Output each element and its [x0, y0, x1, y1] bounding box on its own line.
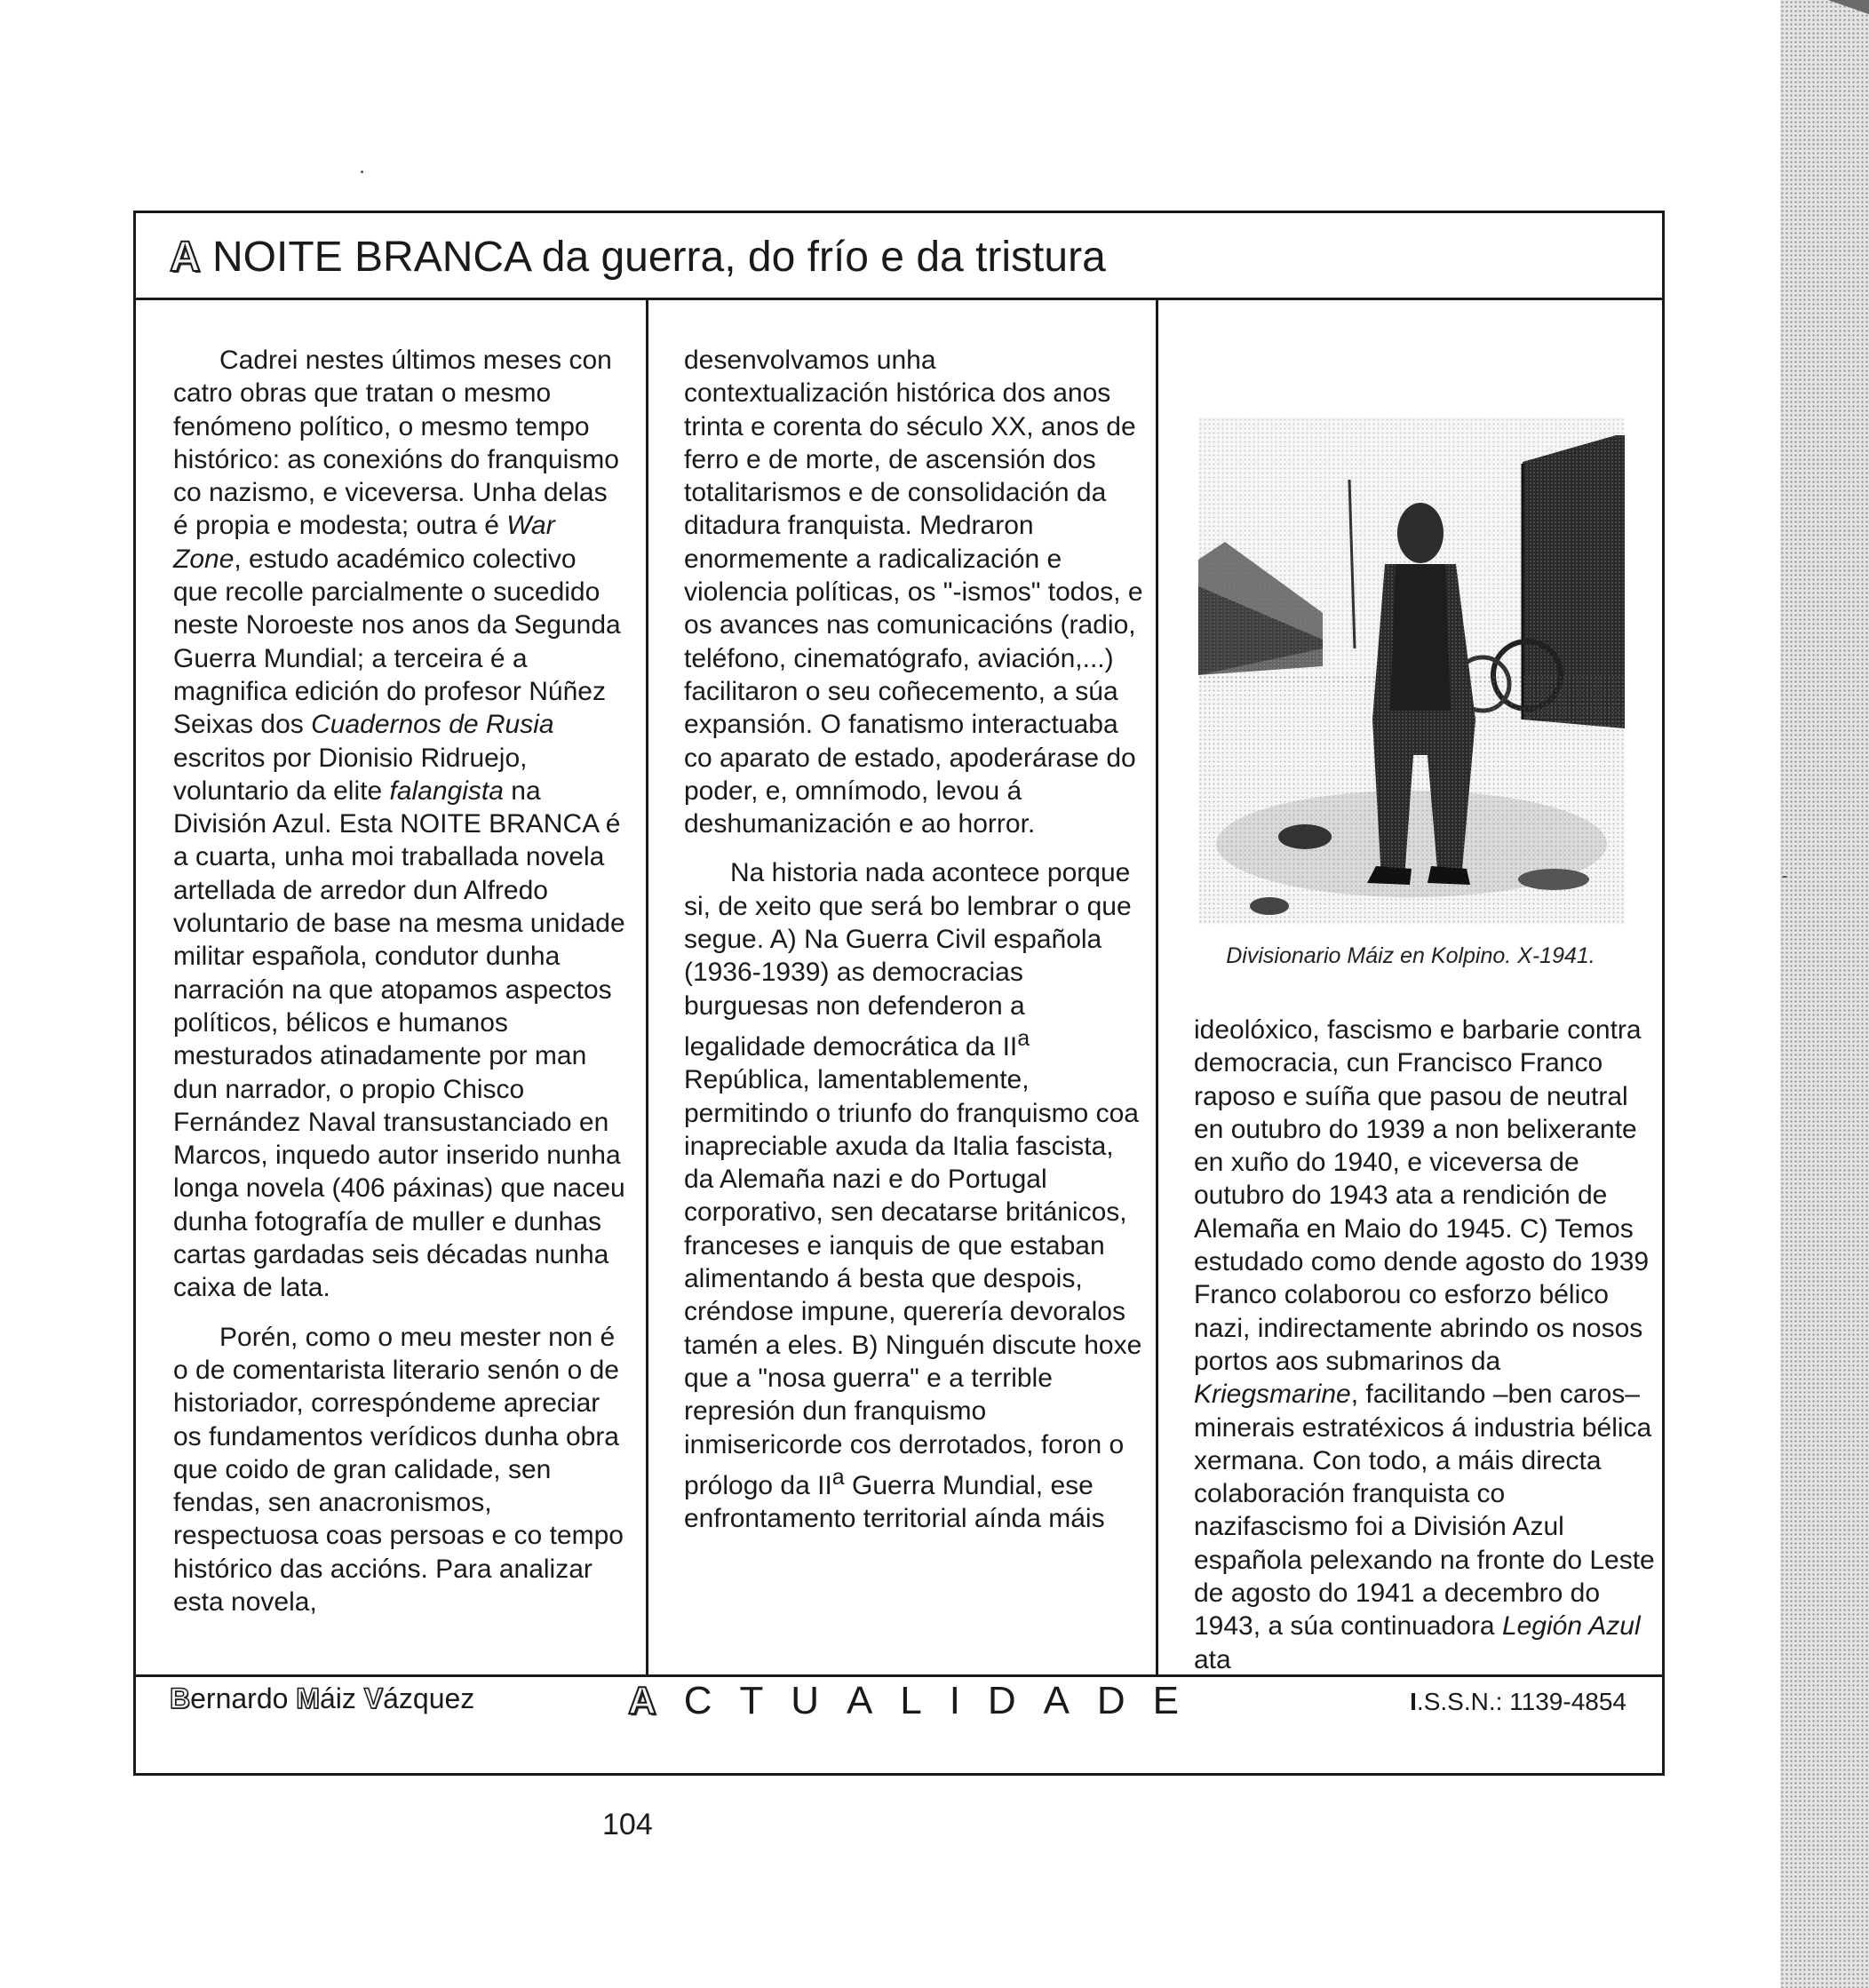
column-1 [173, 344, 626, 1618]
paragraph: Porén, como o meu mester non é o de comentarista literario senón o de historiador, correspóndeme apreciar os fundamentos verídicos dunha obra que coido de gran calidade, sen fendas, sen anacronismos, respectuosa coas persoas e co tempo histórico das accións. Para analizar esta novela, [173, 1322, 624, 1617]
footer-bar [136, 1674, 1662, 1776]
superscript: a [1017, 1025, 1030, 1051]
column-2 [684, 344, 1146, 1535]
column-divider [646, 298, 648, 1674]
journal-letter: D [1096, 1679, 1125, 1722]
issn [1410, 1688, 1626, 1716]
paragraph: desenvolvamos unha contextualización histórica dos anos trinta e corenta do século XX, anos de ferro e de morte, de ascensión dos totalitarismos e de consolidación da ditadura franquista. Medraron enormemente a radicalización e violencia políticas, os "-ismos" todos, e os avances nas comunicacións (radio, teléfono, cinematógrafo, aviación,...) facilitaron o seu coñecemento, a súa expansión. O fanatismo interactuaba co aparato de estado, apoderárase do poder, e, omnímodo, levou á deshumanización e ao horror. [684, 346, 1143, 839]
journal-letter: L [900, 1679, 922, 1722]
photo-caption: Divisionario Máiz en Kolpino. X-1941. [1226, 943, 1595, 968]
italic-run: falangista [389, 775, 504, 806]
text-run: ernardo [190, 1682, 297, 1714]
paragraph [1194, 1014, 1656, 1676]
journal-letter: A [628, 1679, 656, 1722]
journal-letter: U [791, 1679, 820, 1722]
text-run: áiz [319, 1682, 364, 1714]
text-run: Cadrei nestes últimos meses con catro obras que tratan o mesmo fenómeno político, o mesmo tempo histórico: as conexións do franquismo co nazismo, e viceversa. Unha delas é propia e modesta; outra é [173, 346, 619, 541]
journal-name [628, 1679, 1179, 1723]
journal-letter: A [846, 1679, 873, 1722]
journal-letter: I [949, 1679, 960, 1722]
text-run: ázquez [383, 1682, 475, 1714]
page-number: 104 [602, 1808, 653, 1841]
italic-run: War Zone [173, 511, 555, 574]
historical-photo [1198, 382, 1625, 926]
journal-letter: T [739, 1679, 764, 1722]
issn-initial: I [1410, 1688, 1417, 1715]
column-3 [1194, 1014, 1656, 1676]
author-name [170, 1682, 474, 1715]
text-run: Na historia nada acontece porque si, de xeito que será bo lembrar o que segue. A) Na Guerra Civil española (1936-1939) as democracias burguesas non defenderon a legalidade democrática da II [684, 858, 1132, 1062]
journal-letter: D [987, 1679, 1016, 1722]
author-initial: M [296, 1682, 320, 1714]
issn-number: .S.S.N.: 1139-4854 [1416, 1688, 1626, 1715]
text-run: República, lamentablemente, permitindo o triunfo do franquismo coa inapreciable axuda da Italia fascista, da Alemaña nazi e do Portugal corporativo, sen decatarse británicos, franceses e ianquis de que estaban alimentando á besta que despois, créndose impune, querería devoralos tamén a eles. B) Ninguén discute hoxe que a "nosa guerra" e a terrible represión dun franquismo inmisericorde cos derrotados, foron o prólogo da II [684, 1065, 1142, 1500]
scan-edge-texture [1780, 0, 1869, 1988]
paragraph [173, 344, 626, 1305]
superscript: a [831, 1464, 845, 1490]
column-divider [1156, 298, 1158, 1674]
italic-run: Cuadernos de Rusia [311, 710, 554, 740]
scan-speck [1782, 876, 1787, 878]
text-run: , estudo académico colectivo que recolle parcialmente o sucedido neste Noroeste nos anos da Segunda Guerra Mundial; a terceira é a magnifica edición do profesor Núñez Seixas dos [173, 544, 621, 740]
journal-letter: C [683, 1679, 712, 1722]
title-text: NOITE BRANCA da guerra, do frío e da tristura [200, 234, 1106, 281]
text-run: ata [1194, 1644, 1231, 1674]
article-title [170, 233, 1106, 282]
article-frame [133, 211, 1665, 1776]
paragraph [684, 856, 1146, 1535]
italic-run: Legión Azul [1501, 1611, 1641, 1642]
text-run: ideolóxico, fascismo e barbarie contra democracia, cun Francisco Franco raposo e suíña que pasou de neutral en outubro do 1939 a non belixerante en xuño do 1940, e viceversa de outubro do 1943 ata a rendición de Alemaña en Maio do 1945. C) Temos estudado como dende agosto do 1939 Franco colaborou co esforzo bélico nazi, indirectamente abrindo os nosos portos aos submarinos da [1194, 1015, 1650, 1376]
scan-speck [361, 171, 363, 173]
italic-run: Kriegsmarine [1194, 1380, 1351, 1410]
title-initial: A [170, 234, 201, 281]
text-run: , facilitando –ben caros– minerais estratéxicos á industria bélica xermana. Con todo, a máis directa colaboración franquista co nazifascismo foi a División Azul española pelexando na fronte do Leste de agosto do 1941 a decembro do 1943, a súa continuadora [1194, 1380, 1655, 1642]
author-initial: V [363, 1682, 384, 1714]
text-run: Guerra Mundial, ese enfrontamento territorial aínda máis [684, 1470, 1105, 1534]
text-run: escritos por Dionisio Ridruejo, voluntario da elite [173, 743, 528, 806]
text-run: na División Azul. Esta NOITE BRANCA é a cuarta, unha moi traballada novela artellada de arredor dun Alfredo voluntario de base na mesma unidade militar española, condutor dunha narración na que atopamos aspectos políticos, bélicos e humanos mesturados atinadamente por man dun narrador, o propio Chisco Fernández Naval transustanciado en Marcos, inquedo autor inserido nunha longa novela (406 páxinas) que naceu dunha fotografía de muller e dunhas cartas gardadas seis décadas nunha caixa de lata. [173, 775, 625, 1303]
title-bar [136, 213, 1662, 300]
journal-letter: A [1043, 1679, 1070, 1722]
author-initial: B [170, 1682, 191, 1714]
journal-letter: E [1152, 1679, 1179, 1722]
